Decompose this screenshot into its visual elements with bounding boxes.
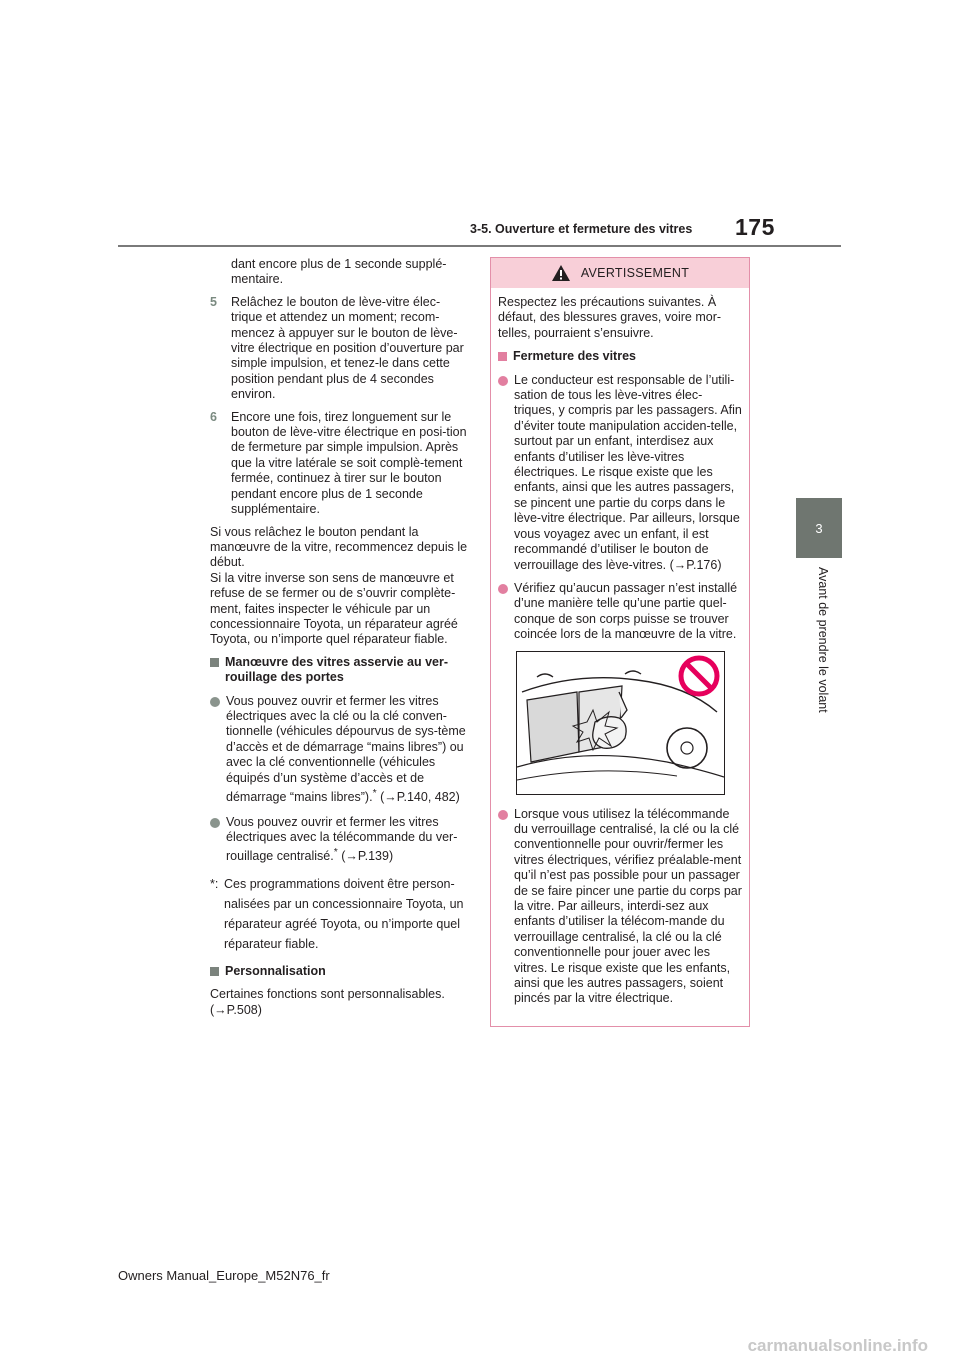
footnote-mark: *: xyxy=(210,876,219,891)
warning-title: AVERTISSEMENT xyxy=(580,266,690,280)
subheading-text: Fermeture des vitres xyxy=(513,349,636,364)
section-title: 3-5. Ouverture et fermeture des vitres xyxy=(470,222,693,236)
warning-triangle-icon xyxy=(551,264,571,282)
subheading-text: Manœuvre des vitres asservie au ver-rouillage des portes xyxy=(225,654,449,685)
warning-header xyxy=(491,258,749,288)
subheading-door-lock xyxy=(210,655,470,686)
square-bullet-icon xyxy=(210,658,219,667)
paragraph-restart: Si vous relâchez le bouton pendant la manœuvre de la vitre, recommencez depuis le début. xyxy=(210,524,468,570)
bullet-text: Vous pouvez ouvrir et fermer les vitres électriques avec la télécommande du ver-rouillage centralisé. xyxy=(226,814,458,864)
footnote xyxy=(210,874,470,954)
hand-pinched-window-illustration xyxy=(516,651,725,795)
warning-bullet-check-passengers xyxy=(498,581,742,643)
chapter-title: Avant de prendre le volant xyxy=(816,567,830,713)
step-number: 5 xyxy=(210,294,217,309)
step-text: Encore une fois, tirez longuement sur le bouton de lève-vitre électrique en posi-tion de fermeture par simple impulsion. Après que la vitre latérale se soit complè-tement fermée, continuez à tirer sur le bouton pendant encore plus de 1 seconde supplémentaire. xyxy=(231,409,467,517)
chapter-tab xyxy=(796,498,842,558)
round-bullet-icon xyxy=(498,376,508,386)
chapter-number: 3 xyxy=(815,520,823,536)
page-reference[interactable]: (→P.139) xyxy=(337,849,394,864)
step-5 xyxy=(210,295,470,403)
bullet-text: Vous pouvez ouvrir et fermer les vitres électriques avec la clé ou la clé conven-tionnelle (véhicules dépourvus de sys-tème d’accès et de démarrage “mains libres”) ou avec la clé conventionnelle (véhicules équipés d’un système d’accès et de démarrage “mains libres”). xyxy=(226,693,466,805)
round-bullet-icon xyxy=(210,697,220,707)
bullet-remote-operation xyxy=(210,815,470,865)
paragraph-customization: Certaines fonctions sont personnalisables. (→P.508) xyxy=(210,987,445,1017)
square-bullet-icon xyxy=(210,967,219,976)
footnote-marker: * xyxy=(372,788,377,799)
subheading-text: Personnalisation xyxy=(225,963,326,978)
continued-text: dant encore plus de 1 seconde supplé-mentaire. xyxy=(231,257,447,287)
bullet-text: Lorsque vous utilisez la télécommande du verrouillage centralisé, la clé ou la clé conventionnelle pour ouvrir/fermer les vitres électriques, vérifiez préalable-ment qu’il n’est pas possible pour un passager de se faire pincer une partie du corps par la vitre. Par ailleurs, interdi-sez aux enfants d’utiliser la télécom-mande du verrouillage centralisé, la clé ou la clé conventionnelle pour jouer avec les vitres. Le risque existe que les enfants, ainsi que les autres passagers, soient pincés par la vitre électrique. xyxy=(514,806,742,1006)
footer-document-id: Owners Manual_Europe_M52N76_fr xyxy=(118,1268,330,1283)
round-bullet-icon xyxy=(210,818,220,828)
header-divider xyxy=(118,245,841,247)
warning-body xyxy=(491,288,749,1007)
warning-bullet-remote-key xyxy=(498,807,742,1007)
warning-bullet-driver-responsibility xyxy=(498,373,742,573)
bullet-text: Vérifiez qu’aucun passager n’est installé d’une manière telle qu’une partie quel-conque de son corps puisse se trouver coincée lors de la manœuvre de la vitre. xyxy=(514,580,738,642)
watermark: carmanualsonline.info xyxy=(747,1336,928,1355)
paragraph-inspection: Si la vitre inverse son sens de manœuvre et refuse de se fermer ou de s’ouvrir complète-ment, faites inspecter le véhicule par un concessionnaire Toyota, un réparateur agréé Toyota, ou n’importe quel réparateur fiable. xyxy=(210,570,458,647)
subheading-window-closing xyxy=(498,349,742,364)
bullet-key-operation xyxy=(210,694,470,806)
round-bullet-icon xyxy=(498,810,508,820)
square-bullet-icon xyxy=(498,352,507,361)
page-reference[interactable]: (→P.140, 482) xyxy=(376,790,460,805)
warning-box xyxy=(490,257,750,1027)
footnote-text: Ces programmations doivent être person-nalisées par un concessionnaire Toyota, un réparateur agréé Toyota, ou n’importe quel réparateur fiable. xyxy=(224,876,464,951)
step-text: Relâchez le bouton de lève-vitre élec-trique et attendez un moment; recom-mencez à appuyer sur le bouton de lève-vitre électrique en position d’ouverture par simple impulsion, et tenez-le dans cette position pendant plus de 4 secondes environ. xyxy=(231,294,464,402)
step-number: 6 xyxy=(210,409,217,424)
left-column xyxy=(210,257,470,1025)
round-bullet-icon xyxy=(498,584,508,594)
bullet-text: Le conducteur est responsable de l’utili-sation de tous les lève-vitres élec-triques, y compris par les passagers. Afin d’éviter toute manipulation acciden-telle, surtout par un enfant, interdisez aux enfants d’utiliser les lève-vitres électriques. Le risque existe que les enfants, ainsi que les autres passagers, se pincent une partie du corps dans le lève-vitre électrique. Par ailleurs, lorsque vous voyagez avec un enfant, il est recommandé d’utiliser le bouton de verrouillage des lève-vitres. (→P.176) xyxy=(514,372,742,572)
footnote-marker: * xyxy=(333,847,338,859)
subheading-customization xyxy=(210,964,470,979)
step-6 xyxy=(210,410,470,518)
warning-intro: Respectez les précautions suivantes. À défaut, des blessures graves, voire mor-telles, pourraient s’ensuivre. xyxy=(498,295,722,340)
page-number: 175 xyxy=(735,214,775,240)
